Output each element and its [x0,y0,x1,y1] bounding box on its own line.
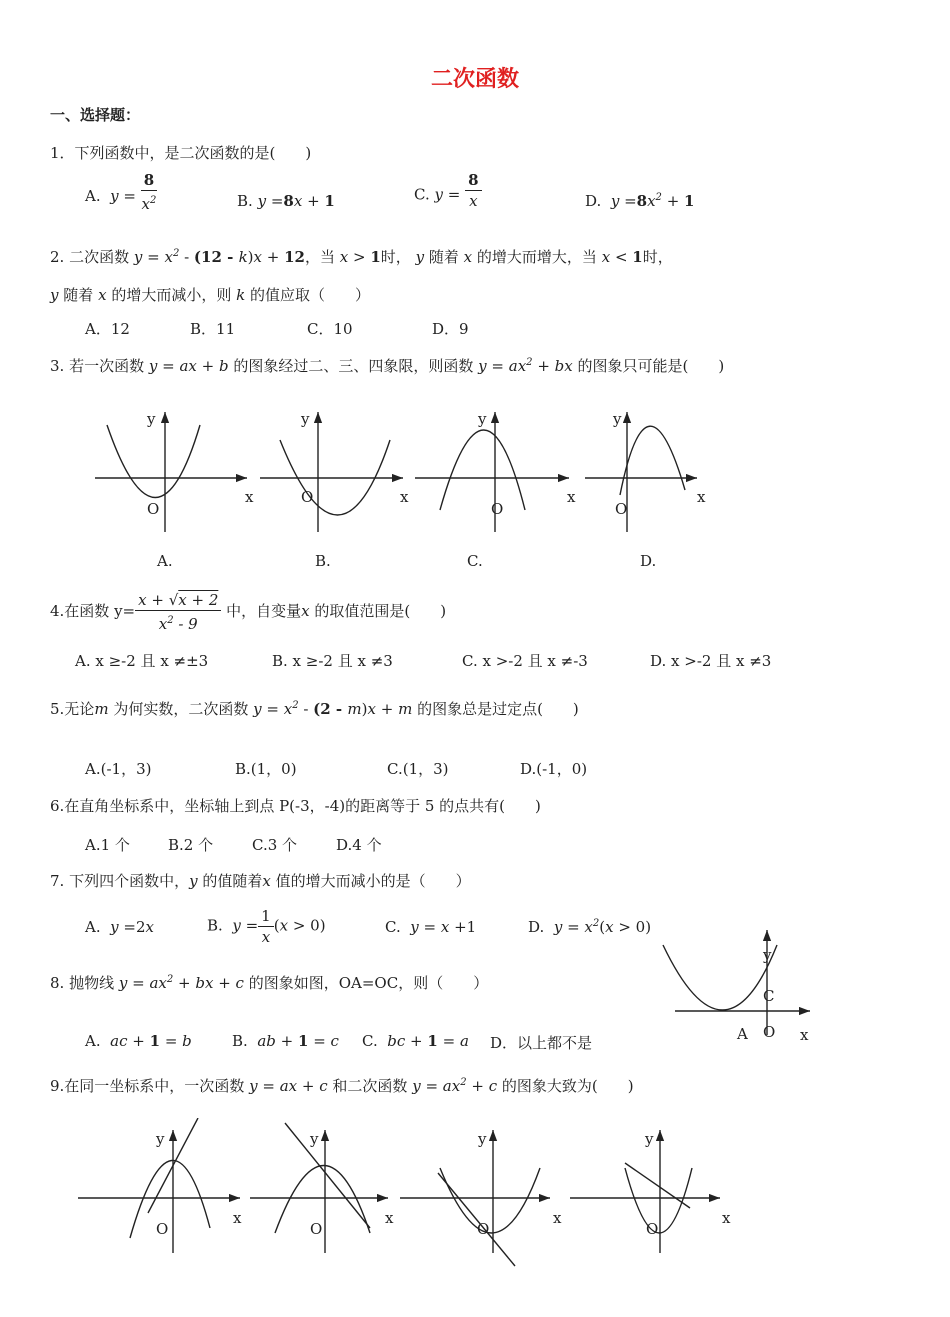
q2-stem-line2: y 随着 x 的增大而减小，则 k 的值应取（ ） [50,286,370,304]
q9-stem: 9.在同一坐标系中，一次函数 y = ax + c 和二次函数 $y = ax^2 + c$ 的图象大致为( ) [50,1077,634,1095]
q6-stem: 6.在直角坐标系中，坐标轴上到点 P(-3，-4)的距离等于 5 的点共有( ) [50,797,541,815]
axis-y-label: y [478,410,487,428]
q4-option-d[interactable]: D. x >-2 且 x ≠3 [650,652,772,670]
axis-y-label: y [763,946,772,964]
origin-label: O [646,1220,659,1238]
axis-y-label: y [310,1130,319,1148]
q6-option-c[interactable]: C.3 个 [252,836,298,854]
axis-x-label: x [245,488,254,506]
q9-graph-d [570,1130,720,1253]
q3-option-c[interactable]: C. [467,552,483,570]
q3-graph-a [95,412,247,532]
axis-x-label: x [722,1209,731,1227]
axis-y-label: y [301,410,310,428]
q6-option-b[interactable]: B.2 个 [168,836,214,854]
origin-label: O [156,1220,169,1238]
q4-option-a[interactable]: A. x ≥-2 且 x ≠±3 [75,652,209,670]
point-c-label: C [763,987,775,1005]
q4-option-b[interactable]: B. x ≥-2 且 x ≠3 [272,652,393,670]
q1-stem: 1．下列函数中，是二次函数的是( ) [50,144,312,162]
q8-option-a[interactable]: A. ac + 1 = b [85,1032,192,1050]
point-a-label: A [737,1025,748,1043]
q3-graphs [85,400,735,550]
axis-x-label: x [553,1209,562,1227]
axis-y-label: y [645,1130,654,1148]
axis-y-label: y [478,1130,487,1148]
q3-option-a[interactable]: A. [157,552,173,570]
q9-graphs [70,1118,740,1278]
q5-option-b[interactable]: B.(1，0) [235,760,297,778]
q8-option-d[interactable]: D．以上都不是 [490,1034,593,1052]
q5-option-c[interactable]: C.(1，3) [387,760,449,778]
q6-option-a[interactable]: A.1 个 [85,836,130,854]
axis-x-label: x [697,488,706,506]
origin-label: O [147,500,160,518]
q9-graph-c [400,1130,550,1266]
q1-option-d[interactable]: D. $y =8x^2 + 1$ [585,192,695,210]
origin-label: O [491,500,504,518]
q5-stem: 5.无论m 为何实数，二次函数 $y = x^2 - (2 - m)x + m$ 的图象总是过定点( ) [50,700,579,718]
axis-x-label: x [233,1209,242,1227]
q6-option-d[interactable]: D.4 个 [336,836,382,854]
q4-option-c[interactable]: C. x >-2 且 x ≠-3 [462,652,588,670]
q3-graph-b [260,412,403,532]
q5-option-d[interactable]: D.(-1，0) [520,760,588,778]
page-title: 二次函数 [430,66,519,92]
axis-y-label: y [147,410,156,428]
q8-stem: 8. 抛物线 $y = ax^2$ + bx + c 的图象如图，OA=OC，则（ ） [50,974,489,992]
q3-graph-d [585,412,697,532]
q2-option-a[interactable]: A．12 [85,320,130,338]
q7-option-a[interactable]: A. y =2x [85,918,154,936]
q3-option-b[interactable]: B. [315,552,331,570]
q1-option-c[interactable]: C. y = $\frac{8}{x}$ [414,180,482,211]
q1-option-a[interactable]: A. y = $\frac{8}{x^2}$ [85,171,157,213]
origin-label: O [615,500,628,518]
q2-option-b[interactable]: B．11 [190,320,236,338]
q2-stem: 2. 二次函数 $y = x^2 - (12 - k)x + 12$，当 x > 1时， y 随着 x 的增大而增大，当 x < 1时， [50,248,673,266]
axis-y-label: y [156,1130,165,1148]
origin-label: O [301,488,314,506]
axis-x-label: x [385,1209,394,1227]
axis-x-label: x [800,1026,809,1044]
q4-stem: 4.在函数 y= $\frac{x + √x + 2}{x^2 - 9}$ 中，自变量x 的取值范围是( ) [50,591,447,633]
axis-y-label: y [613,410,622,428]
q5-option-a[interactable]: A.(-1，3) [85,760,152,778]
q8-graph [655,925,820,1050]
q3-stem: 3. 若一次函数 y = ax + b 的图象经过二、三、四象限，则函数 $y = ax^2$ + bx 的图象只可能是( ) [50,357,725,375]
q1-option-b[interactable]: B. y =8x + 1 [237,192,335,210]
q7-option-b[interactable]: B. y = $\frac{1}{x}$ (x > 0) [207,907,326,946]
section-heading: 一、选择题： [50,106,141,124]
q8-option-c[interactable]: C. bc + 1 = a [362,1032,469,1050]
axis-x-label: x [567,488,576,506]
q7-option-c[interactable]: C. y = x +1 [385,918,477,936]
origin-label: O [477,1220,490,1238]
q8-option-b[interactable]: B. ab + 1 = c [232,1032,339,1050]
axis-x-label: x [400,488,409,506]
q2-option-d[interactable]: D．9 [432,320,469,338]
origin-label: O [310,1220,323,1238]
q7-stem: 7. 下列四个函数中，y 的值随着x 值的增大而减小的是（ ） [50,872,471,890]
origin-label: O [763,1023,776,1041]
q3-option-d[interactable]: D. [640,552,657,570]
q2-option-c[interactable]: C．10 [307,320,353,338]
q7-option-d[interactable]: D. $y = x^2(x > 0)$ [528,918,652,936]
